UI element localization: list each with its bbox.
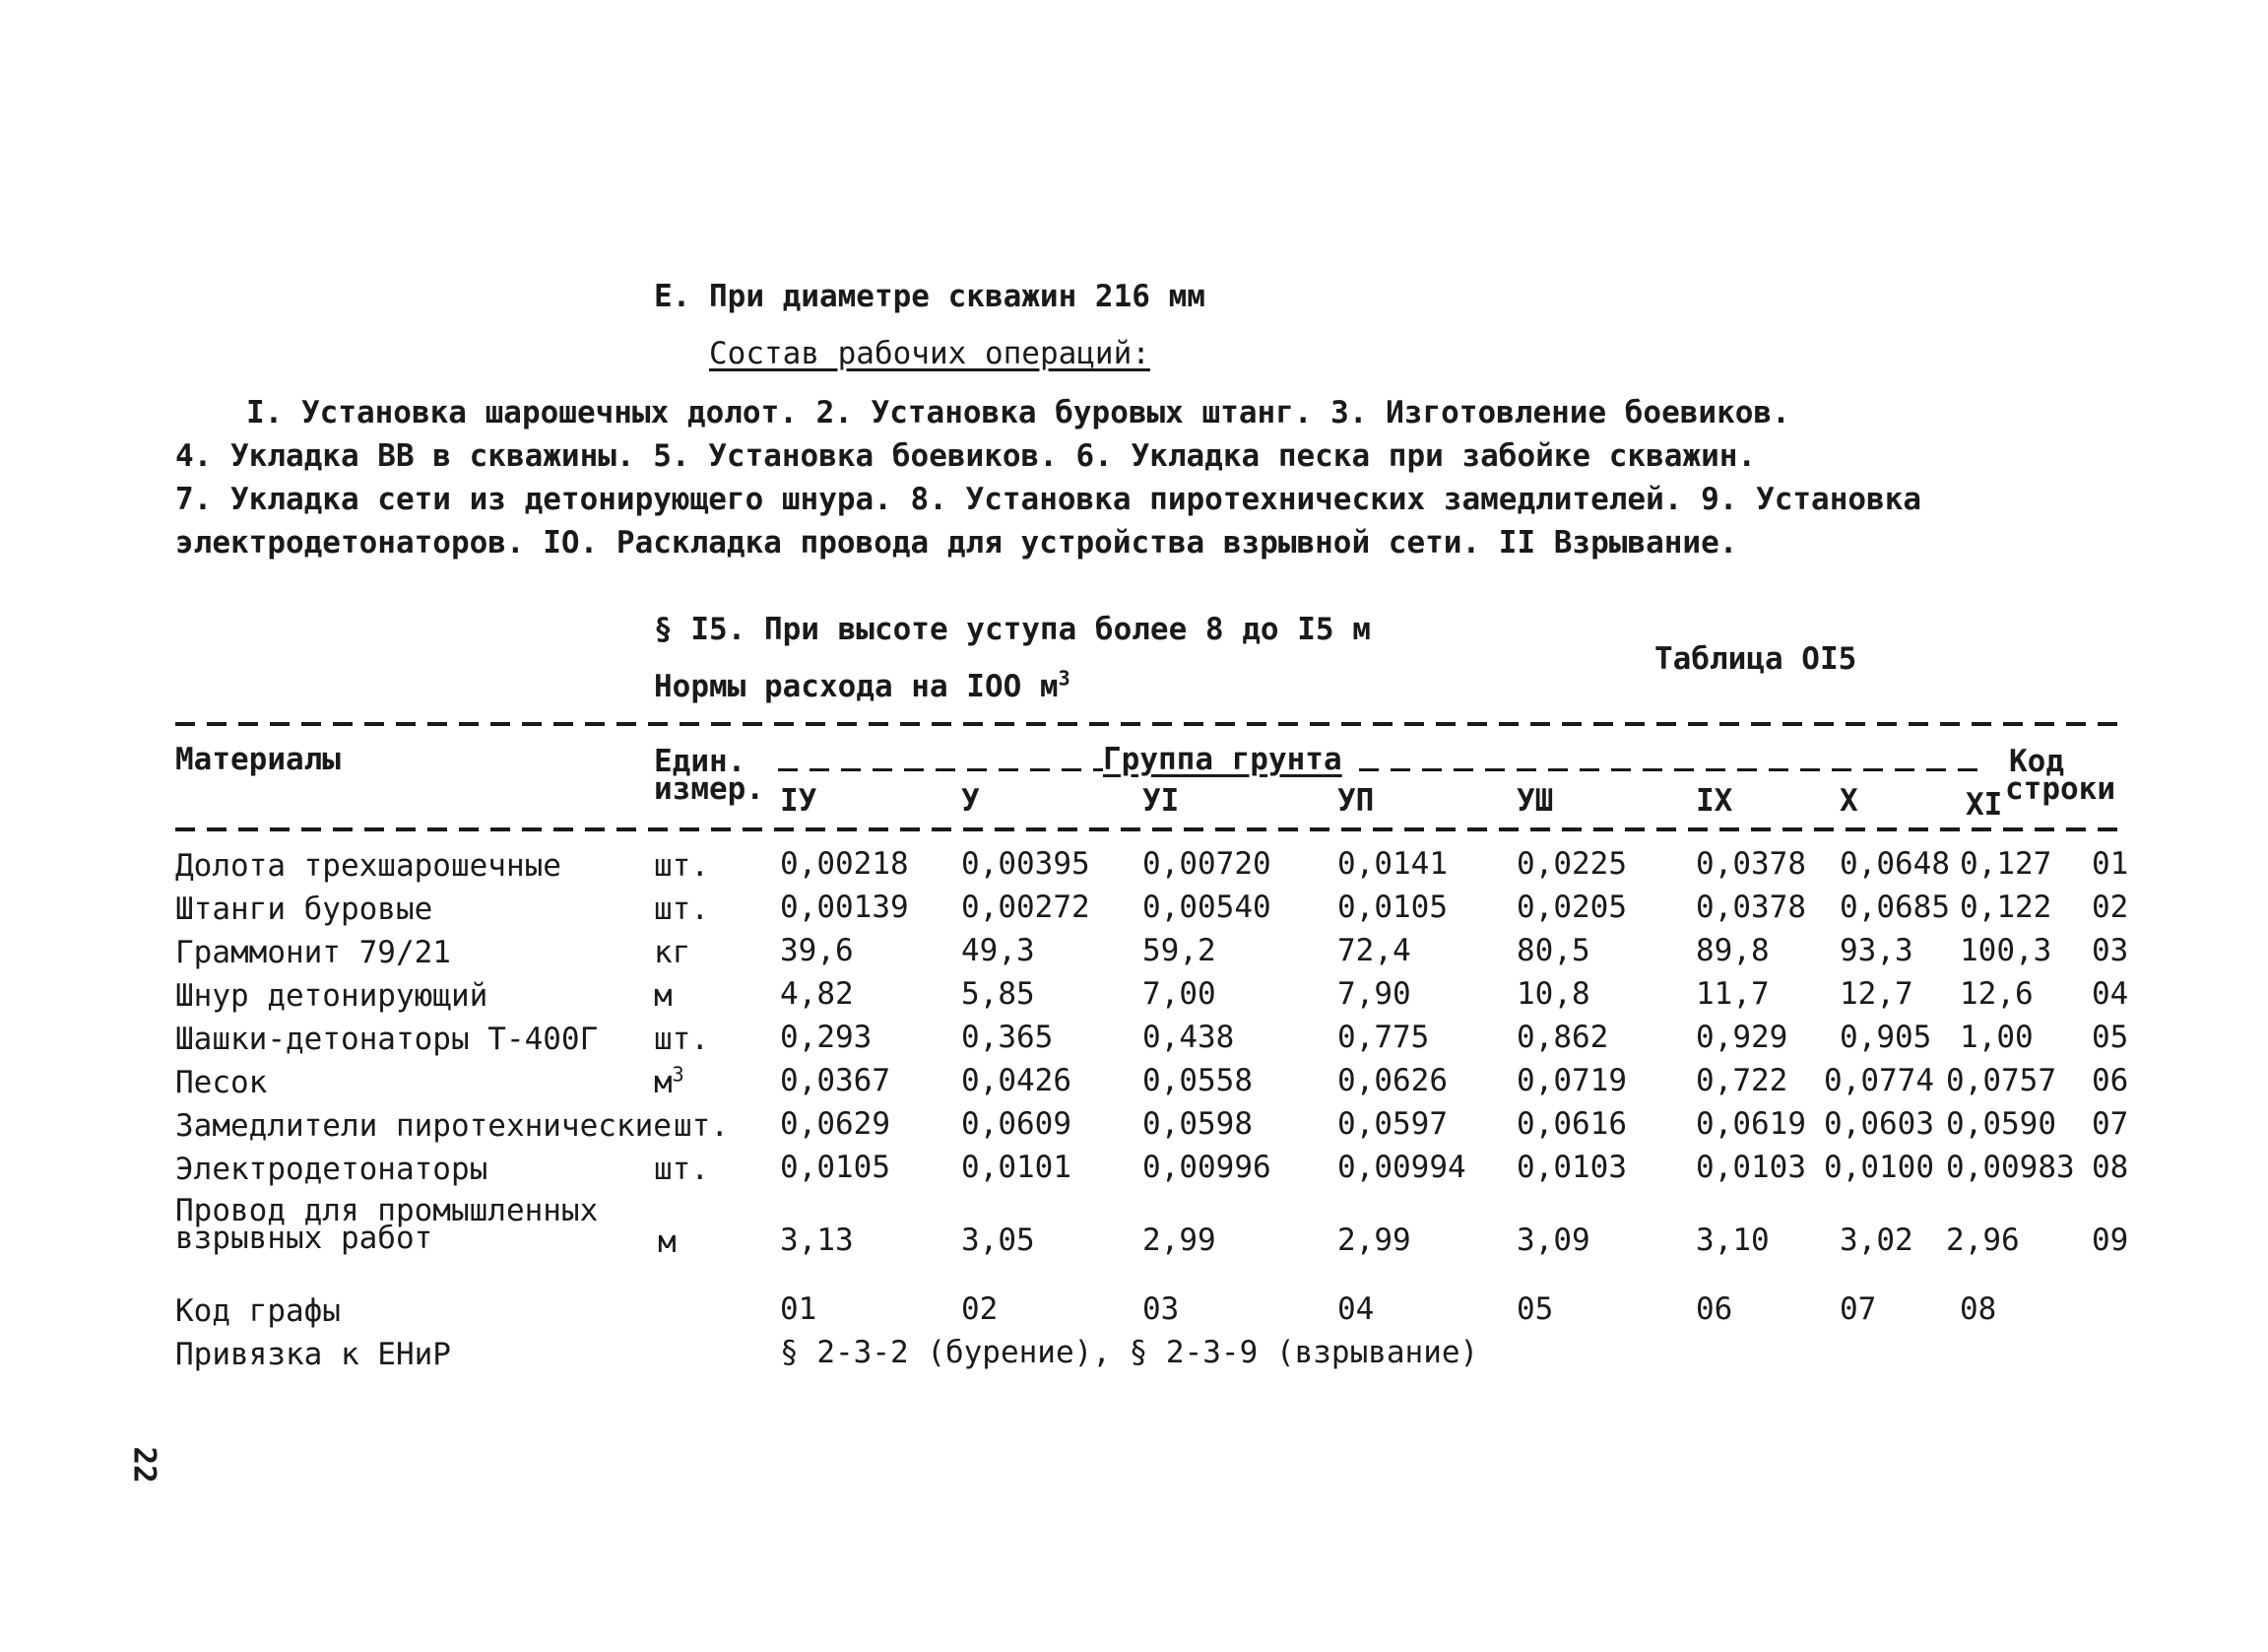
row-name: Шашки-детонаторы Т-400Г (175, 1022, 599, 1057)
col-code: 03 (1142, 1291, 1180, 1327)
row-code: 03 (2092, 933, 2129, 968)
table-label: Таблица OI5 (1654, 641, 1857, 677)
row-value: 0,0757 (1946, 1063, 2056, 1098)
row-value: 0,0590 (1946, 1106, 2056, 1142)
row-value: 0,0225 (1517, 846, 1627, 882)
row-value: 0,0597 (1337, 1106, 1448, 1142)
col-code: 08 (1960, 1291, 1997, 1327)
row-value: 0,929 (1696, 1020, 1788, 1055)
col-code: 04 (1337, 1291, 1375, 1327)
row-code: 08 (2092, 1150, 2129, 1185)
col-code: 07 (1840, 1291, 1877, 1327)
row-value: 0,0141 (1337, 846, 1448, 882)
row-code: 05 (2092, 1020, 2129, 1055)
row-code: 09 (2092, 1222, 2129, 1258)
row-value: 0,0100 (1824, 1150, 1934, 1185)
row-value: 0,438 (1142, 1020, 1235, 1055)
row-value: 7,00 (1142, 976, 1216, 1012)
row-code: 04 (2092, 976, 2129, 1012)
row-unit: шт. (674, 1108, 729, 1144)
row-value: 0,00139 (780, 890, 909, 925)
row-unit: кг (654, 935, 691, 970)
row-value: 0,0626 (1337, 1063, 1448, 1098)
col-unit-header-2: измер. (654, 771, 764, 807)
row-value: 0,0598 (1142, 1106, 1253, 1142)
row-value: 0,00996 (1142, 1150, 1271, 1185)
row-value: 1,00 (1960, 1020, 2034, 1055)
table-top-rule (175, 722, 2123, 726)
row-name: Шнур детонирующий (175, 978, 488, 1014)
row-value: 2,99 (1142, 1222, 1216, 1258)
row-value: 0,775 (1337, 1020, 1430, 1055)
row-value: 0,722 (1696, 1063, 1788, 1098)
group-header-viii: УШ (1517, 783, 1554, 819)
row-value: 0,122 (1960, 890, 2052, 925)
group-rule-left (778, 768, 1103, 771)
row-value: 0,0378 (1696, 846, 1806, 882)
row-value: 0,0378 (1696, 890, 1806, 925)
row-value: 0,862 (1517, 1020, 1609, 1055)
row-value: 0,0603 (1824, 1106, 1934, 1142)
row-value: 7,90 (1337, 976, 1411, 1012)
row-unit: м (658, 1224, 677, 1260)
row-value: 59,2 (1142, 933, 1216, 968)
row-value: 5,85 (961, 976, 1035, 1012)
row-unit (654, 1062, 684, 1100)
row-value: 0,365 (961, 1020, 1054, 1055)
heading: Е. При диаметре скважин 216 мм (654, 279, 1205, 314)
row-value: 11,7 (1696, 976, 1770, 1012)
row-value: 12,6 (1960, 976, 2034, 1012)
row-value: 0,0103 (1517, 1150, 1627, 1185)
row-value: 0,0103 (1696, 1150, 1806, 1185)
row-value: 0,0426 (961, 1063, 1071, 1098)
link-value: § 2-3-2 (бурение), § 2-3-9 (взрывание) (780, 1335, 1479, 1370)
row-value: 0,0105 (1337, 890, 1448, 925)
section-title: § I5. При высоте уступа более 8 до I5 м (654, 612, 1371, 647)
group-header-vi: УI (1142, 783, 1180, 819)
operations-line-4: электродетонаторов. IO. Раскладка провода для устройства взрывной сети. II Взрывание. (175, 525, 1738, 561)
operations-line-2: 4. Укладка ВВ в скважины. 5. Установка боевиков. 6. Укладка песка при забойке скважин. (175, 438, 1757, 474)
row-value: 0,0558 (1142, 1063, 1253, 1098)
row-value: 3,02 (1840, 1222, 1913, 1258)
group-header-x: X (1840, 783, 1858, 819)
row-name: Песок (175, 1065, 268, 1100)
group-header-v: У (961, 783, 980, 819)
row-value: 0,00994 (1337, 1150, 1466, 1185)
col-code-header-1: Код (2009, 744, 2064, 779)
row-name: Замедлители пиротехнические (175, 1108, 672, 1144)
row-value: 0,0719 (1517, 1063, 1627, 1098)
row-value: 0,0774 (1824, 1063, 1934, 1098)
row-value: 39,6 (780, 933, 854, 968)
row-value: 49,3 (961, 933, 1035, 968)
col-code: 05 (1517, 1291, 1554, 1327)
row-unit-text: м (654, 1065, 673, 1100)
row-value: 2,99 (1337, 1222, 1411, 1258)
row-value: 0,0685 (1840, 890, 1950, 925)
row-name: Граммонит 79/21 (175, 935, 451, 970)
code-label: Код графы (175, 1293, 341, 1329)
row-name-line-2: взрывных работ (175, 1221, 433, 1256)
row-value: 0,00540 (1142, 890, 1271, 925)
col-code: 06 (1696, 1291, 1733, 1327)
norms-label (654, 666, 1070, 704)
row-value: 0,0619 (1696, 1106, 1806, 1142)
group-header-ix: IX (1696, 783, 1733, 819)
row-unit: шт. (654, 1022, 709, 1057)
norms-label-sup: 3 (1058, 666, 1070, 691)
group-header: Группа грунта (1103, 742, 1342, 777)
row-value: 2,96 (1946, 1222, 2020, 1258)
row-value: 0,00720 (1142, 846, 1271, 882)
row-value: 0,00395 (961, 846, 1090, 882)
row-value: 89,8 (1696, 933, 1770, 968)
row-value: 0,293 (780, 1020, 873, 1055)
row-value: 4,82 (780, 976, 854, 1012)
row-unit-sup: 3 (672, 1062, 684, 1087)
row-code: 07 (2092, 1106, 2129, 1142)
norms-label-text: Нормы расхода на IOO м (654, 669, 1059, 704)
row-name: Долота трехшарошечные (175, 848, 561, 884)
subheading: Состав рабочих операций: (709, 336, 1150, 371)
row-code: 06 (2092, 1063, 2129, 1098)
row-unit: шт. (654, 848, 709, 884)
row-name: Провод для промышленных (175, 1193, 599, 1228)
row-value: 0,127 (1960, 846, 2052, 882)
col-code-header-2: строки (2005, 771, 2115, 807)
row-value: 0,0648 (1840, 846, 1950, 882)
header-bottom-rule (175, 827, 2123, 831)
row-value: 3,13 (780, 1222, 854, 1258)
group-header-iv: IУ (780, 783, 817, 819)
row-code: 02 (2092, 890, 2129, 925)
row-value: 0,0105 (780, 1150, 890, 1185)
operations-line-3: 7. Укладка сети из детонирующего шнура. 8. Установка пиротехнических замедлителей. 9. Установка (175, 482, 1922, 517)
row-value: 0,0616 (1517, 1106, 1627, 1142)
group-header-vii: УП (1337, 783, 1375, 819)
col-unit-header-1: Един. (654, 744, 746, 779)
group-header-xi: XI (1966, 787, 2003, 823)
row-name: Электродетонаторы (175, 1152, 488, 1187)
row-value: 72,4 (1337, 933, 1411, 968)
row-value: 3,10 (1696, 1222, 1770, 1258)
row-unit: шт. (654, 1152, 709, 1187)
row-unit: шт. (654, 892, 709, 927)
link-label: Привязка к ЕНиР (175, 1337, 451, 1372)
group-rule-right (1359, 768, 1989, 771)
row-value: 0,00983 (1946, 1150, 2075, 1185)
page-number: 22 (126, 1446, 162, 1484)
row-value: 0,905 (1840, 1020, 1932, 1055)
row-value: 80,5 (1517, 933, 1590, 968)
row-value: 100,3 (1960, 933, 2052, 968)
col-code: 01 (780, 1291, 817, 1327)
row-value: 0,0367 (780, 1063, 890, 1098)
row-value: 0,0205 (1517, 890, 1627, 925)
row-name: Штанги буровые (175, 892, 433, 927)
col-materials-header: Материалы (175, 742, 341, 777)
row-value: 93,3 (1840, 933, 1913, 968)
row-value: 0,00272 (961, 890, 1090, 925)
row-value: 0,0101 (961, 1150, 1071, 1185)
row-unit: м (654, 978, 673, 1014)
row-value: 0,00218 (780, 846, 909, 882)
row-value: 0,0629 (780, 1106, 890, 1142)
row-value: 0,0609 (961, 1106, 1071, 1142)
col-code: 02 (961, 1291, 999, 1327)
row-value: 10,8 (1517, 976, 1590, 1012)
operations-line-1: I. Установка шарошечных долот. 2. Установка буровых штанг. 3. Изготовление боевиков. (246, 395, 1790, 430)
row-code: 01 (2092, 846, 2129, 882)
row-value: 3,09 (1517, 1222, 1590, 1258)
row-value: 12,7 (1840, 976, 1913, 1012)
row-value: 3,05 (961, 1222, 1035, 1258)
